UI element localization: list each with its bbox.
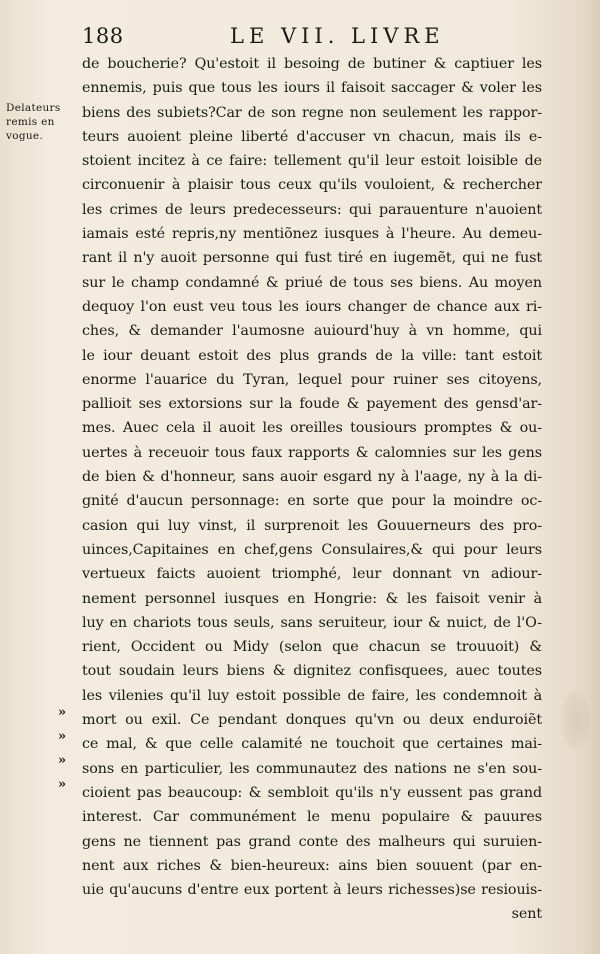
text-line: gens ne tiennent pas grand conte des malheurs qui suruien-	[82, 833, 542, 850]
text-line: nent aux riches & bien-heureux: ains bien souuent (par en-	[82, 857, 542, 874]
text-line: biens des subiets?Car de son regne non seulement les rappor-	[82, 104, 542, 121]
margin-note-line: remis en	[6, 116, 55, 128]
page-header	[82, 22, 542, 52]
running-title: LE VII. LIVRE	[230, 24, 445, 48]
text-line: nement personnel iusques en Hongrie: & les faisoit venir à	[82, 590, 542, 607]
text-line: circonuenir à plaisir tous ceux qu'ils vouloient, & rechercher	[82, 177, 542, 194]
text-line: uinces,Capitaines en chef,gens Consulaires,& qui pour leurs	[82, 541, 542, 558]
paper-stain	[560, 690, 590, 750]
body-text	[82, 52, 542, 927]
text-line: iamais esté repris,ny mentiõnez iusques à l'heure. Au demeu-	[82, 226, 542, 243]
text-line: interest. Car communément le menu populaire & pauures	[82, 809, 542, 826]
text-line: teurs auoient pleine liberté d'accuser vn chacun, mais ils e-	[82, 128, 542, 145]
quote-mark: »	[58, 729, 67, 744]
quote-mark: »	[58, 705, 67, 720]
text-line: enorme l'auarice du Tyran, lequel pour ruiner ses citoyens,	[82, 371, 542, 388]
text-line: mes. Auec cela il auoit les oreilles tousiours promptes & ou-	[82, 420, 542, 437]
text-line: sons en particulier, les communautez des nations ne s'en sou-	[82, 760, 542, 777]
margin-note-line: vogue.	[6, 130, 44, 142]
quotation-marks	[58, 701, 72, 797]
text-line: rient, Occident ou Midy (selon que chacun se trouuoit) &	[82, 639, 542, 656]
page-number: 188	[82, 24, 124, 48]
margin-note-line: Delateurs	[6, 102, 61, 114]
quote-mark: »	[58, 753, 67, 768]
text-line: tout soudain leurs biens & dignitez confisquees, auec toutes	[82, 663, 542, 680]
text-line: ce mal, & que celle calamité ne touchoit que certaines mai-	[82, 736, 542, 753]
text-line: ches, & demander l'aumosne auiourd'huy à vn homme, qui	[82, 323, 542, 340]
text-line: casion qui luy vinst, il surprenoit les Gouuerneurs des pro-	[82, 517, 542, 534]
text-line: ennemis, puis que tous les iours il faisoit saccager & voler les	[82, 80, 542, 97]
text-line: luy en chariots tous seuls, sans seruiteur, iour & nuict, de l'O-	[82, 614, 542, 631]
text-line: pallioit ses extorsions sur la foude & payement des gensd'ar-	[82, 396, 542, 413]
text-line: rant il n'y auoit personne qui fust tiré en iugemẽt, qui ne fust	[82, 250, 542, 267]
text-line: de bien & d'honneur, sans auoir esgard ny à l'aage, ny à la di-	[82, 469, 542, 486]
text-line: les crimes de leurs predecesseurs: qui parauenture n'auoient	[82, 201, 542, 218]
margin-note	[6, 101, 72, 143]
text-line: les vilenies qu'il luy estoit possible de faire, les condemnoit à	[82, 687, 542, 704]
text-line: dequoy l'on eust veu tous les iours changer de chance aux ri-	[82, 298, 542, 315]
text-line: gnité d'aucun personnage: en sorte que pour la moindre oc-	[82, 493, 542, 510]
text-line: stoient incitez à ce faire: tellement qu'il leur estoit loisible de	[82, 153, 542, 170]
text-line: mort ou exil. Ce pendant donques qu'vn ou deux enduroiẽt	[82, 712, 542, 729]
text-line: sent	[511, 906, 542, 923]
quote-mark: »	[58, 777, 67, 792]
text-line: le iour deuant estoit des plus grands de la ville: tant estoit	[82, 347, 542, 364]
text-line: vertueux faicts auoient triomphé, leur donnant vn adiour-	[82, 566, 542, 583]
text-line: cioient pas beaucoup: & sembloit qu'ils n'y eussent pas grand	[82, 784, 542, 801]
text-line: uie qu'aucuns d'entre eux portent à leurs richesses)se resiouis-	[82, 882, 542, 899]
text-line: sur le champ condamné & priué de tous ses biens. Au moyen	[82, 274, 542, 291]
text-line: de boucherie? Qu'estoit il besoing de butiner & captiuer les	[82, 56, 542, 72]
text-line: uertes à receuoir tous faux rapports & calomnies sur les gens	[82, 444, 542, 461]
